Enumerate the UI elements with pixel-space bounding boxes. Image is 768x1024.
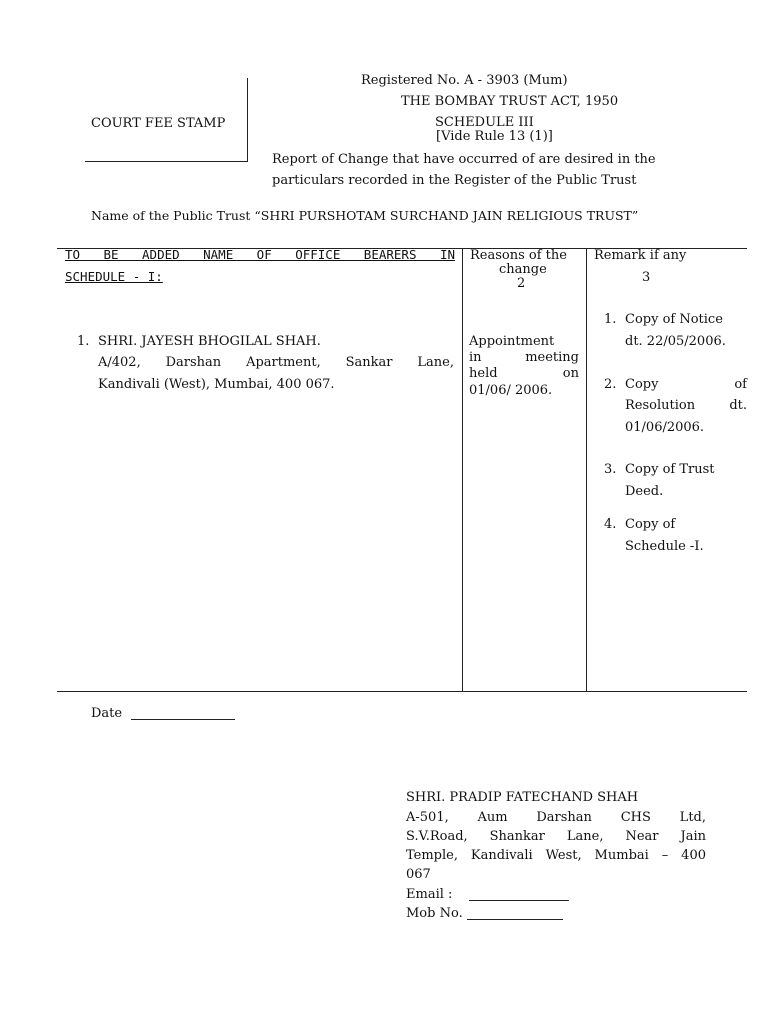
stamp-box-vertical-line <box>247 78 248 162</box>
vide-rule: [Vide Rule 13 (1)] <box>436 129 553 144</box>
trust-name: Name of the Public Trust “SHRI PURSHOTAM SURCHAND JAIN RELIGIOUS TRUST” <box>91 208 639 223</box>
table-bottom-line <box>57 691 747 692</box>
date-blank-line <box>131 719 235 720</box>
date-label: Date <box>91 706 123 721</box>
table-col-divider-2 <box>586 248 587 692</box>
reason-line2: in meeting <box>469 350 579 365</box>
act-title: THE BOMBAY TRUST ACT, 1950 <box>401 94 619 109</box>
reason-line3: held on <box>469 366 579 381</box>
entry-name: SHRI. JAYESH BHOGILAL SHAH. <box>98 334 321 349</box>
col2-header: Reasons of the <box>470 248 567 263</box>
remark-2-line3: 01/06/2006. <box>625 420 705 435</box>
report-line-2: particulars recorded in the Register of the Public Trust <box>272 173 637 188</box>
remark-2-number: 2. <box>604 377 617 392</box>
col2-number: 2 <box>517 276 526 291</box>
entry-number: 1. <box>77 334 90 349</box>
remark-4-number: 4. <box>604 517 617 532</box>
reason-line1: Appointment <box>469 334 555 349</box>
remark-4-line1: Copy of <box>625 517 676 532</box>
schedule-title: SCHEDULE III <box>435 115 534 130</box>
reason-line4: 01/06/ 2006. <box>469 383 553 398</box>
signatory-address-line2: S.V.Road, Shankar Lane, Near Jain <box>406 829 706 844</box>
registered-number: Registered No. A - 3903 (Mum) <box>361 73 568 88</box>
email-blank-line <box>469 900 569 901</box>
report-line-1: Report of Change that have occurred of are desired in the <box>272 152 656 167</box>
stamp-box-bottom-line <box>85 161 248 162</box>
col1-header-line1: TO BE ADDED NAME OF OFFICE BEARERS IN <box>65 247 455 262</box>
remark-1-number: 1. <box>604 312 617 327</box>
email-label: Email : <box>406 887 453 902</box>
signatory-address-line1: A-501, Aum Darshan CHS Ltd, <box>406 810 706 825</box>
remark-1-line2: dt. 22/05/2006. <box>625 334 726 349</box>
signatory-name: SHRI. PRADIP FATECHAND SHAH <box>406 790 639 805</box>
col2-header-line2: change <box>499 262 547 277</box>
remark-1-line1: Copy of Notice <box>625 312 723 327</box>
signatory-address-line4: 067 <box>406 867 431 882</box>
mobile-label: Mob No. <box>406 906 463 921</box>
remark-3-line1: Copy of Trust <box>625 462 715 477</box>
table-col-divider-1 <box>462 248 463 692</box>
remark-2-line2: Resolution dt. <box>625 398 747 413</box>
remark-3-number: 3. <box>604 462 617 477</box>
mobile-blank-line <box>467 919 563 920</box>
remark-2-line1: Copy of <box>625 377 747 392</box>
remark-3-line2: Deed. <box>625 484 664 499</box>
remark-4-line2: Schedule -I. <box>625 539 704 554</box>
entry-address-line1: A/402, Darshan Apartment, Sankar Lane, <box>98 355 454 370</box>
col3-header: Remark if any <box>594 248 687 263</box>
court-fee-stamp-label: COURT FEE STAMP <box>91 116 226 131</box>
col3-number: 3 <box>642 270 651 285</box>
entry-address-line2: Kandivali (West), Mumbai, 400 067. <box>98 377 335 392</box>
signatory-address-line3: Temple, Kandivali West, Mumbai – 400 <box>406 848 706 863</box>
col1-header-line2: SCHEDULE - I: <box>65 269 163 284</box>
